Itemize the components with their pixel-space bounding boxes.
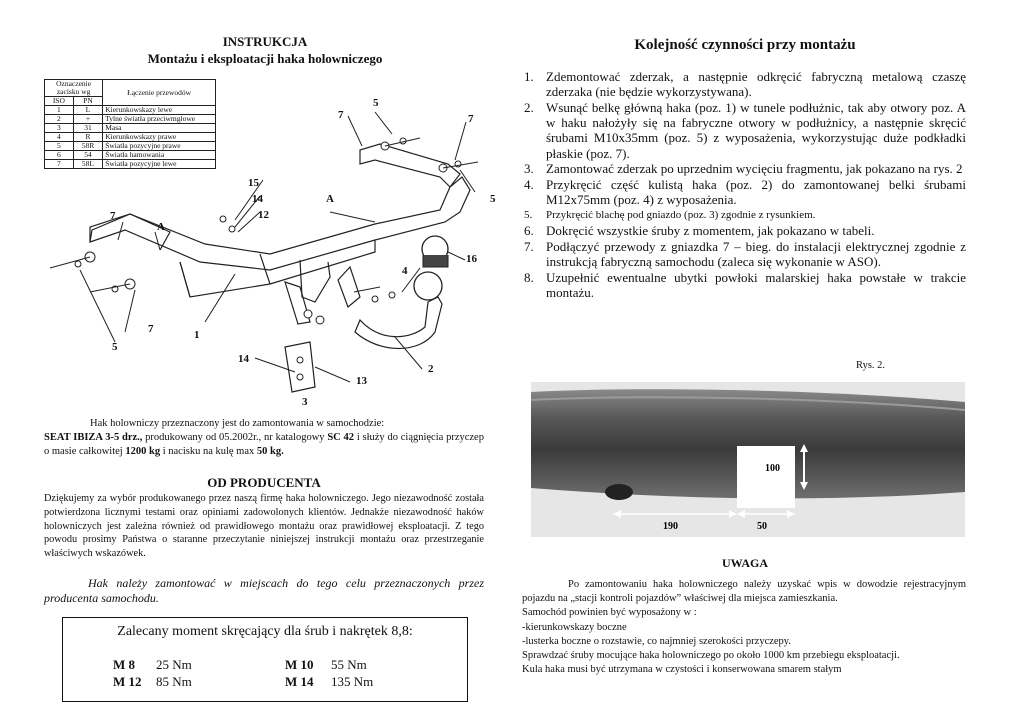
warning-title: UWAGA [721,556,768,570]
cell-iso: 5 [45,142,74,151]
label-7-left: 7 [110,210,116,222]
step-number: 7. [524,238,534,254]
intro-text: produkowany od 05.2002r., nr katalogowy [142,432,328,443]
torque-size: M 8 [113,657,136,672]
trailer-mass: 1200 kg [125,446,161,457]
step-number: 4. [524,177,534,193]
ball-load: 50 kg. [256,446,284,457]
label-13: 13 [356,375,367,387]
step-text: Zamontować zderzak po uprzednim wycięciu fragmentu, jak pokazano na rys. 2 [546,161,963,177]
intro-paragraph [44,417,484,459]
intro-text: i służy do ciągnięcia przyczep o masie całkowitej [44,432,484,457]
warning-line: Sprawdzać śruby mocujące haka holowniczego po około 1000 km przebiegu eksploatacji. [522,650,900,662]
cell-iso: 2 [45,115,74,124]
step-number: 5. [524,209,533,222]
label-12: 12 [258,209,269,221]
cell-conn: Kierunkowskazy prawe [103,133,216,142]
cell-conn: Tylne światła przeciwmgłowe [103,115,216,124]
step-text: Zdemontować zderzak, a następnie odkręcić fabryczną metalową czaszę zderzaka (nie będzie wykorzystywana). [546,69,966,100]
list-item [512,208,966,222]
cell-iso: 3 [45,124,74,133]
cell-pn: + [73,115,102,124]
label-2: 2 [428,363,434,375]
step-text: Przykręcić część kulistą haka (poz. 2) do zamontowanej belki śrubami M12x75mm (poz. 4) z wyposażenia. [546,177,966,208]
warning-line: -kierunkowskazy boczne [522,621,627,633]
warning-paragraph: Po zamontowaniu haka holowniczego należy uzyskać wpis w dowodzie rejestracyjnym pojazdu na „stacji kontroli pojazdów” właściwej dla miejsca zamieszkania. [522,579,966,605]
cell-conn: Światła pozycyjne prawe [103,142,216,151]
label-a-left: A [157,221,165,233]
wiring-col-pn: PN [73,97,102,106]
label-4: 4 [402,265,408,277]
car-model: SEAT IBIZA 3-5 drz., [44,432,143,443]
list-item [512,100,966,161]
producer-text: Dziękujemy za wybór produkowanego przez naszą firmę haka holowniczego. Jego niezawodność została potwierdzona licznymi testami oraz opiniami zadowolonych klientów. Jednakże niezawodność haków holowniczych jest zależna również od prawidłowego montażu oraz prawidłowej eksploatacji. Z tego powodu prosimy Państwa o staranne przeczytanie niniejszej instrukcji montażu oraz przestrzeganie właściwych wskazówek. [44,493,484,560]
cell-iso: 4 [45,133,74,142]
cell-pn: 58L [73,160,102,169]
list-item [512,69,966,99]
list-item [512,177,966,207]
label-5-right: 5 [490,193,496,205]
label-7-top: 7 [338,109,344,121]
cell-conn: Masa [103,124,216,133]
cell-pn: 54 [73,151,102,160]
cell-pn: R [73,133,102,142]
torque-size: M 10 [285,657,314,672]
label-14-bottom: 14 [238,353,249,365]
torque-value: 135 Nm [331,674,374,689]
cell-iso: 7 [45,160,74,169]
cell-conn: Światła hamowania [103,151,216,160]
label-14-top: 14 [252,193,263,205]
dim-offset: 190 [663,521,678,532]
step-number: 2. [524,100,534,115]
cell-pn: L [73,106,102,115]
torque-box [62,617,468,702]
torque-size: M 12 [113,674,142,689]
cell-iso: 1 [45,106,74,115]
producer-title: OD PRODUCENTA [207,475,321,490]
cell-conn: Światła pozycyjne lewe [103,160,216,169]
step-number: 3. [524,161,534,177]
step-text: Dokręcić wszystkie śruby z momentem, jak pokazano w tabeli. [546,222,875,238]
label-7-bottom: 7 [148,323,154,335]
tow-hook-exploded-diagram [30,92,500,408]
assembly-steps [512,69,966,301]
wiring-col-iso: ISO [45,97,74,106]
intro-line: Hak holowniczy przeznaczony jest do zamontowania w samochodzie: [90,418,385,429]
wiring-header-conn: Łączenie przewodów [103,80,216,106]
step-text: Podłączyć przewody z gniazdka 7 – bieg. do instalacji elektrycznej zgodnie z instrukcją fabryczną samochodu (zaleca się wykonanie w ASO). [546,238,966,269]
label-3: 3 [302,396,308,408]
cell-pn: 31 [73,124,102,133]
label-5-bottom: 5 [112,341,118,353]
warning-text [522,578,966,677]
cell-pn: 58R [73,142,102,151]
torque-title: Zalecany moment skręcający dla śrub i nakrętek 8,8: [117,624,413,639]
dim-height: 100 [765,463,780,474]
figure-label: Rys. 2. [856,360,886,371]
warning-line: Samochód powinien być wyposażony w : [522,607,697,619]
dim-width: 50 [757,521,767,532]
step-text: Wsunąć belkę główną haka (poz. 1) w tunele podłużnic, tak aby otwory poz. A w haku nałożyły się na fabryczne otwory w podłużnicy, a następnie skręcić śrubami M10x35mm (poz. 5) z wyposażenia, wykorzystując duże podkładki płaskie (poz. 7). [546,100,966,161]
torque-size: M 14 [285,674,314,689]
wiring-header-mark: Oznaczenie zacisku wg [45,80,103,97]
producer-note-text: Hak należy zamontować w miejscach do tego celu przeznaczonych przez producenta samochodu. [44,576,484,605]
bumper-cutout-figure [531,382,965,537]
list-item [512,270,966,300]
intro-text: i nacisku na kulę max [160,446,257,457]
cell-conn: Kierunkowskazy lewe [103,106,216,115]
label-15: 15 [248,177,259,189]
step-number: 8. [524,269,534,285]
label-7-right: 7 [468,113,474,125]
label-16: 16 [466,253,477,265]
catalog-number: SC 42 [327,432,355,443]
warning-line: -lusterka boczne o rozstawie, co najmniej szerokości przyczepy. [522,635,791,647]
label-5-top: 5 [373,97,379,109]
step-text: Przykręcić blachę pod gniazdo (poz. 3) zgodnie z rysunkiem. [546,209,816,222]
list-item [512,239,966,269]
steps-title: Kolejność czynności przy montażu [634,37,856,53]
producer-note [44,576,484,606]
cell-iso: 6 [45,151,74,160]
label-1: 1 [194,329,200,341]
torque-value: 55 Nm [331,657,367,672]
label-a-right: A [326,193,334,205]
torque-value: 85 Nm [156,674,192,689]
instruction-title: INSTRUKCJA [222,34,308,49]
torque-value: 25 Nm [156,657,192,672]
warning-line: Kula haka musi być utrzymana w czystości i konserwowana smarem stałym [522,664,842,676]
instruction-subtitle: Montażu i eksploatacji haka holowniczego [147,51,383,66]
step-number: 6. [524,222,534,238]
list-item [512,223,966,238]
step-number: 1. [524,69,534,84]
step-text: Uzupełnić ewentualne ubytki powłoki malarskiej haka powstałe w trakcie montażu. [546,269,966,300]
list-item [512,161,966,176]
